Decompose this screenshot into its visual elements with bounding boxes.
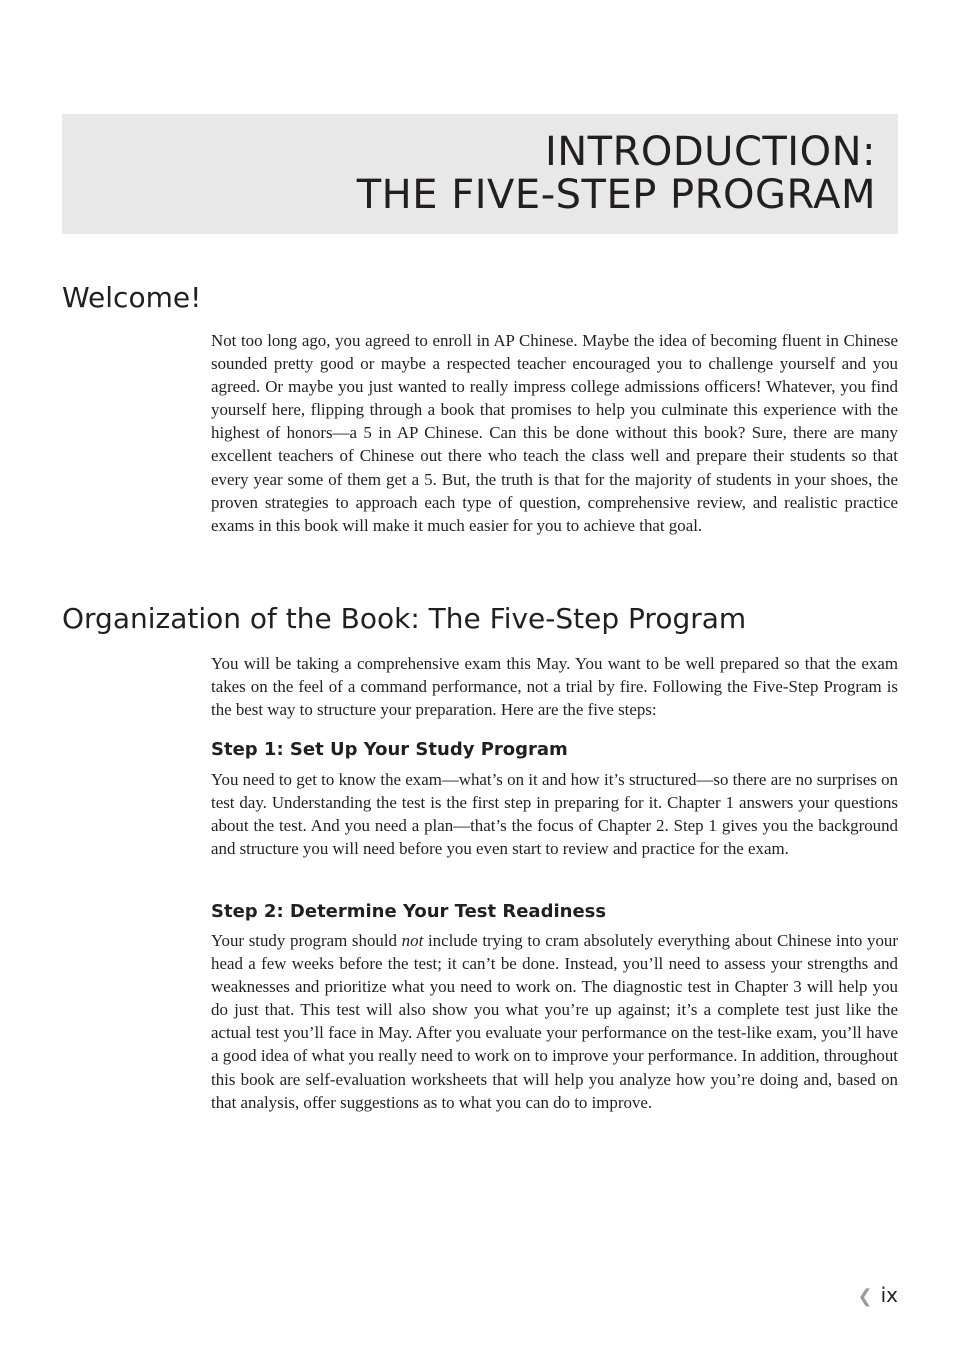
welcome-paragraph: Not too long ago, you agreed to enroll in AP Chinese. Maybe the idea of becoming fluent in Chinese sounded pretty good or maybe a respected teacher encouraged you to challenge yourself and you agreed. Or maybe you just wanted to really impress college admissions officers! Whatever, you find yourself here, flipping through a book that promises to help you culminate this experience with the highest of honors—a 5 in AP Chinese. Can this be done without this book? Sure, there are many excellent teachers of Chinese out there who teach the class well and prepare their students so that every year some of them get a 5. But, the truth is that for the majority of students in your shoes, the proven strategies to approach each type of question, comprehensive review, and realistic practice exams in this book will make it much easier for you to achieve that goal. — [211, 331, 898, 535]
organization-heading: Organization of the Book: The Five-Step Program — [62, 602, 747, 635]
step2-paragraph — [211, 929, 898, 1114]
step2-heading: Step 2: Determine Your Test Readiness — [211, 901, 607, 922]
step1-paragraph: You need to get to know the exam—what’s on it and how it’s structured—so there are no surprises on test day. Understanding the test is the first step in preparing for it. Chapter 1 answers your questions about the test. And you need a plan—that’s the focus of Chapter 2. Step 1 gives you the background and structure you will need before you even start to review and practice for the exam. — [211, 770, 898, 859]
step2-text-before: Your study program should — [211, 931, 402, 950]
step1-heading: Step 1: Set Up Your Study Program — [211, 739, 568, 760]
page-footer — [858, 1283, 899, 1309]
chapter-title-line-1: INTRODUCTION: — [544, 129, 876, 175]
page-number: ix — [880, 1283, 898, 1307]
chevron-left-icon: ❮ — [857, 1286, 873, 1307]
chapter-title-banner — [62, 114, 898, 234]
chapter-title-line-2: THE FIVE-STEP PROGRAM — [356, 172, 876, 218]
step2-text-after: include trying to cram absolutely everything about Chinese into your head a few weeks before the test; it can’t be done. Instead, you’ll need to assess your strengths and weaknesses and prioritize what you need to work on. The diagnostic test in Chapter 3 will help you do just that. This test will also show you what you’re up against; it’s a complete test just like the actual test you’ll face in May. After you evaluate your performance on the test-like exam, you’ll have a good idea of what you really need to work on to improve your performance. In addition, throughout this book are self-evaluation worksheets that will help you analyze how you’re doing and, based on that analysis, offer suggestions as to what you can do to improve. — [211, 931, 898, 1112]
step2-emphasis: not — [401, 931, 424, 950]
welcome-heading: Welcome! — [62, 281, 202, 314]
organization-paragraph: You will be taking a comprehensive exam this May. You want to be well prepared so that the exam takes on the feel of a command performance, not a trial by fire. Following the Five-Step Program is the best way to structure your preparation. Here are the five steps: — [211, 654, 898, 720]
